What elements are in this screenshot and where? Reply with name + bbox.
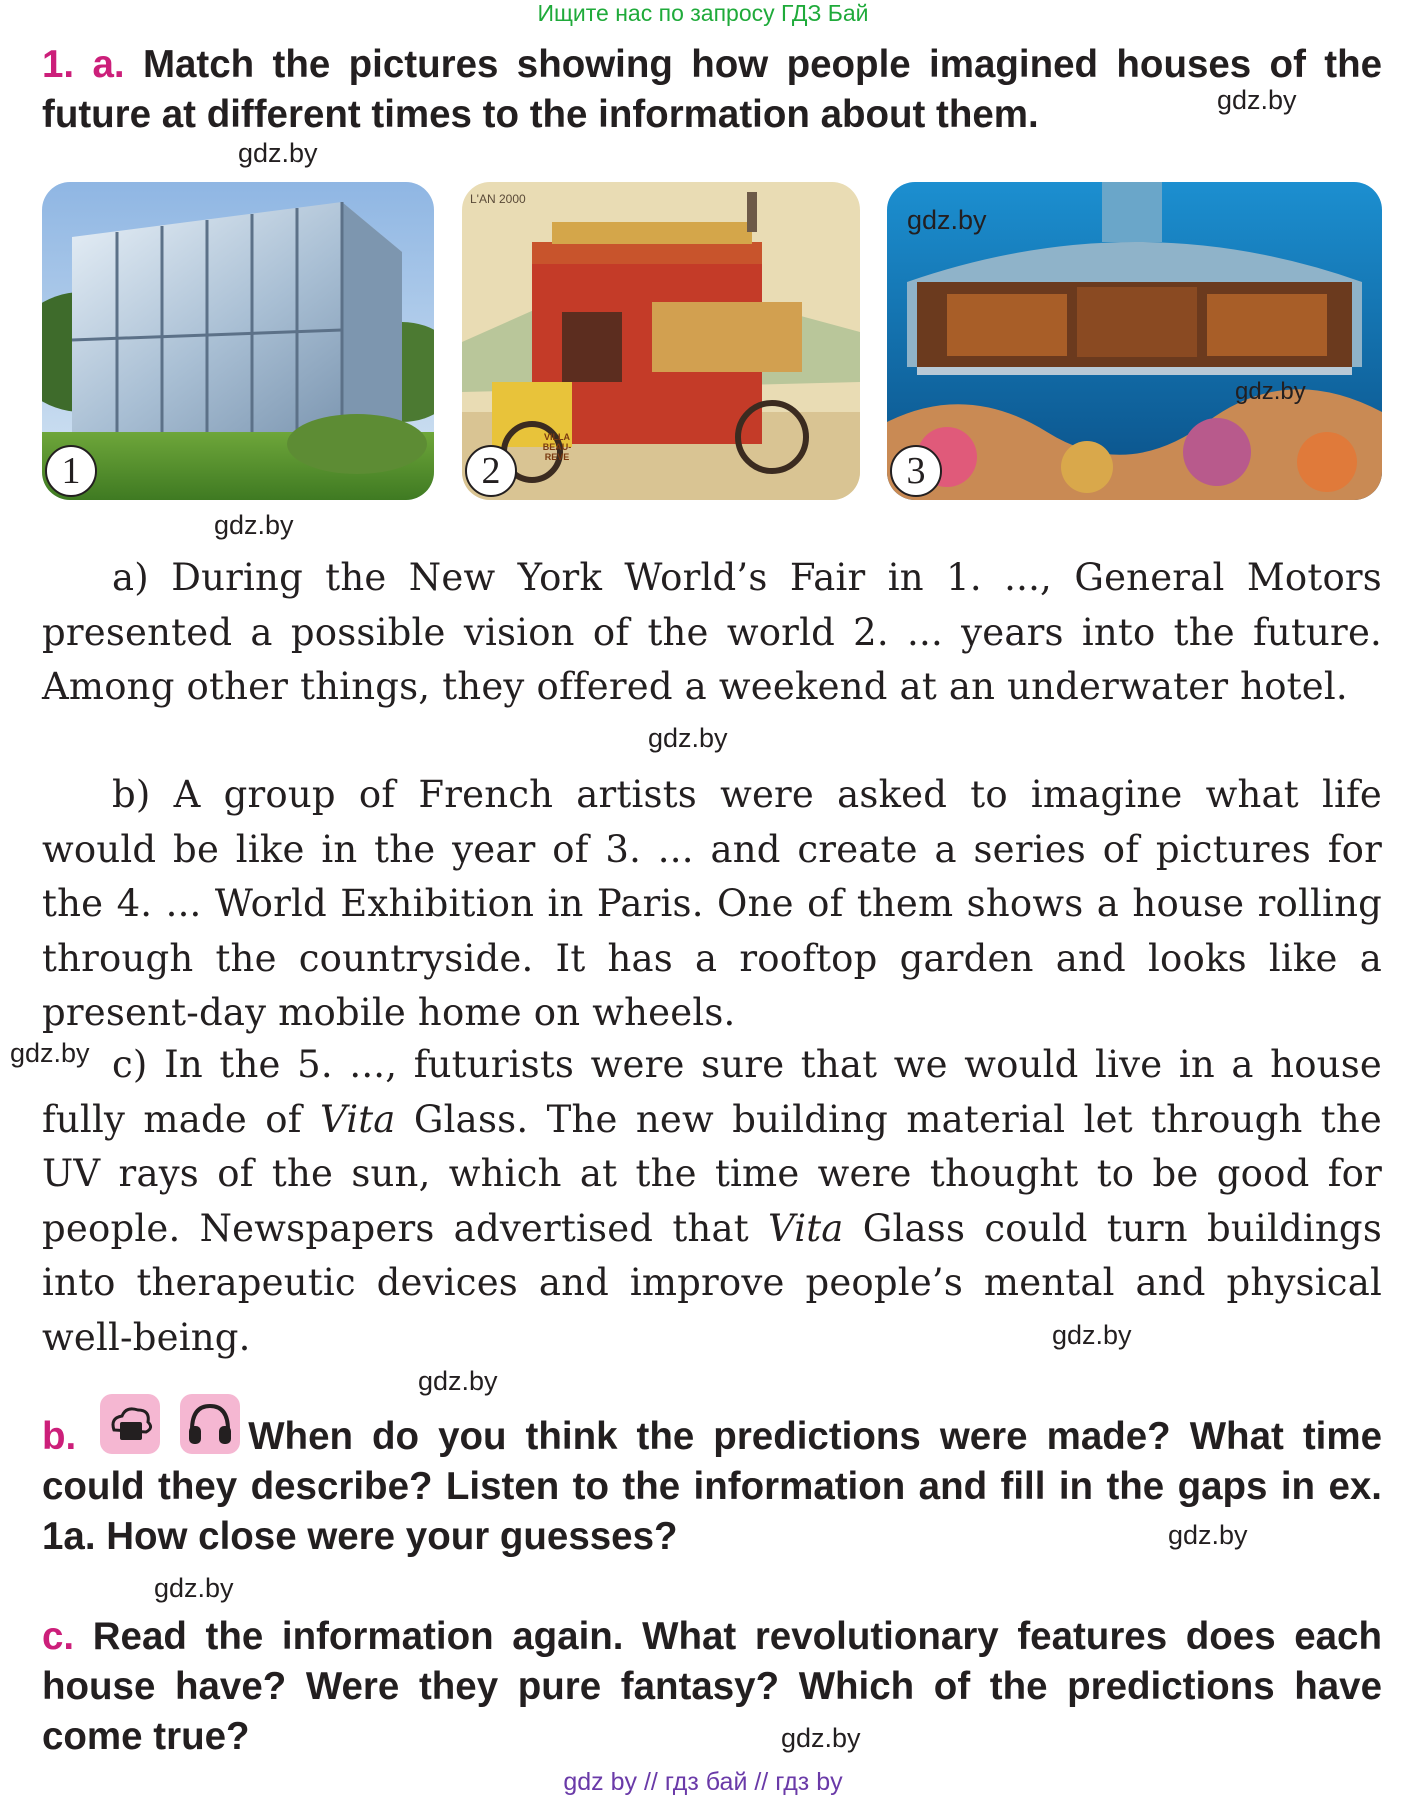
paragraph-c-text: c) In the 5. ..., futurists were sure that we would live in a house fully made of: [42, 1043, 1382, 1141]
watermark: gdz.by: [418, 1366, 498, 1396]
task-c-label: c.: [42, 1615, 75, 1658]
watermark: gdz.by: [781, 1723, 861, 1753]
paragraph-a: [42, 551, 1382, 715]
vita-italic: Vita: [319, 1097, 396, 1141]
task-1a: [42, 40, 1382, 140]
watermark: gdz.by: [154, 1573, 234, 1603]
watermark: gdz.by: [1217, 85, 1297, 115]
top-banner: Ищите нас по запросу ГДЗ Бай: [537, 0, 869, 26]
task-1a-text: Match the pictures showing how people imagined houses of the future at different times to the information about them.: [42, 43, 1382, 136]
watermark: gdz.by: [238, 138, 318, 168]
watermark: gdz.by: [648, 723, 728, 753]
task-c-text: Read the information again. What revolutionary features does each house have? Were they pure fantasy? Which of the predictions have come true?: [42, 1615, 1382, 1758]
paragraph-c-text: Glass. The new building material let through the UV rays of the sun, which at the time were thought to be good for people. Newspapers advertised that: [42, 1097, 1382, 1250]
watermark: gdz.by: [1052, 1320, 1132, 1350]
watermark: gdz.by: [907, 205, 987, 235]
watermark: gdz.by: [1168, 1520, 1248, 1550]
picture-number-badge: 1: [45, 445, 97, 497]
house-on-wheels-image: [462, 182, 860, 500]
paragraph-c-text: Glass could turn buildings into therapeutic devices and improve people’s mental and physical well-being.: [42, 1206, 1383, 1359]
task-b-text: When do you think the predictions were made? What time could they describe? Listen to the information and fill in the gaps in ex. 1a. How close were your guesses?: [42, 1415, 1382, 1558]
picture-house-on-wheels: [462, 182, 860, 500]
paragraph-b-text: b) A group of French artists were asked to imagine what life would be like in the year of 3. ... and create a series of pictures for the 4. ... World Exhibition in Paris. One of them shows a house rolling through the countryside. It has a rooftop garden and looks like a present-day mobile home on wheels.: [42, 773, 1382, 1034]
picture-number-badge: 3: [890, 445, 942, 497]
task-1a-number: 1. a.: [42, 43, 125, 86]
task-c: [42, 1612, 1382, 1762]
watermark: gdz.by: [1235, 378, 1306, 405]
footer: gdz by // гдз бай // гдз by: [563, 1768, 843, 1796]
watermark: gdz.by: [10, 1038, 90, 1068]
watermark: gdz.by: [214, 510, 294, 540]
picture-caption: L'AN 2000: [470, 192, 526, 206]
picture-underwater-hotel: [887, 182, 1382, 500]
paragraph-a-text: a) During the New York World’s Fair in 1. ..., General Motors presented a possible vision of the world 2. ... years into the future. Among other things, they offered a weekend at an underwater hotel.: [42, 556, 1382, 708]
glass-house-image: [42, 182, 434, 500]
paragraph-b: [42, 768, 1382, 1041]
vita-italic: Vita: [767, 1206, 844, 1250]
villa-sign: VILLA BEAU-REVE: [542, 432, 572, 462]
picture-glass-house: [42, 182, 434, 500]
task-b-label: b.: [42, 1415, 77, 1458]
picture-number-badge: 2: [465, 445, 517, 497]
paragraph-c: [42, 1038, 1382, 1365]
